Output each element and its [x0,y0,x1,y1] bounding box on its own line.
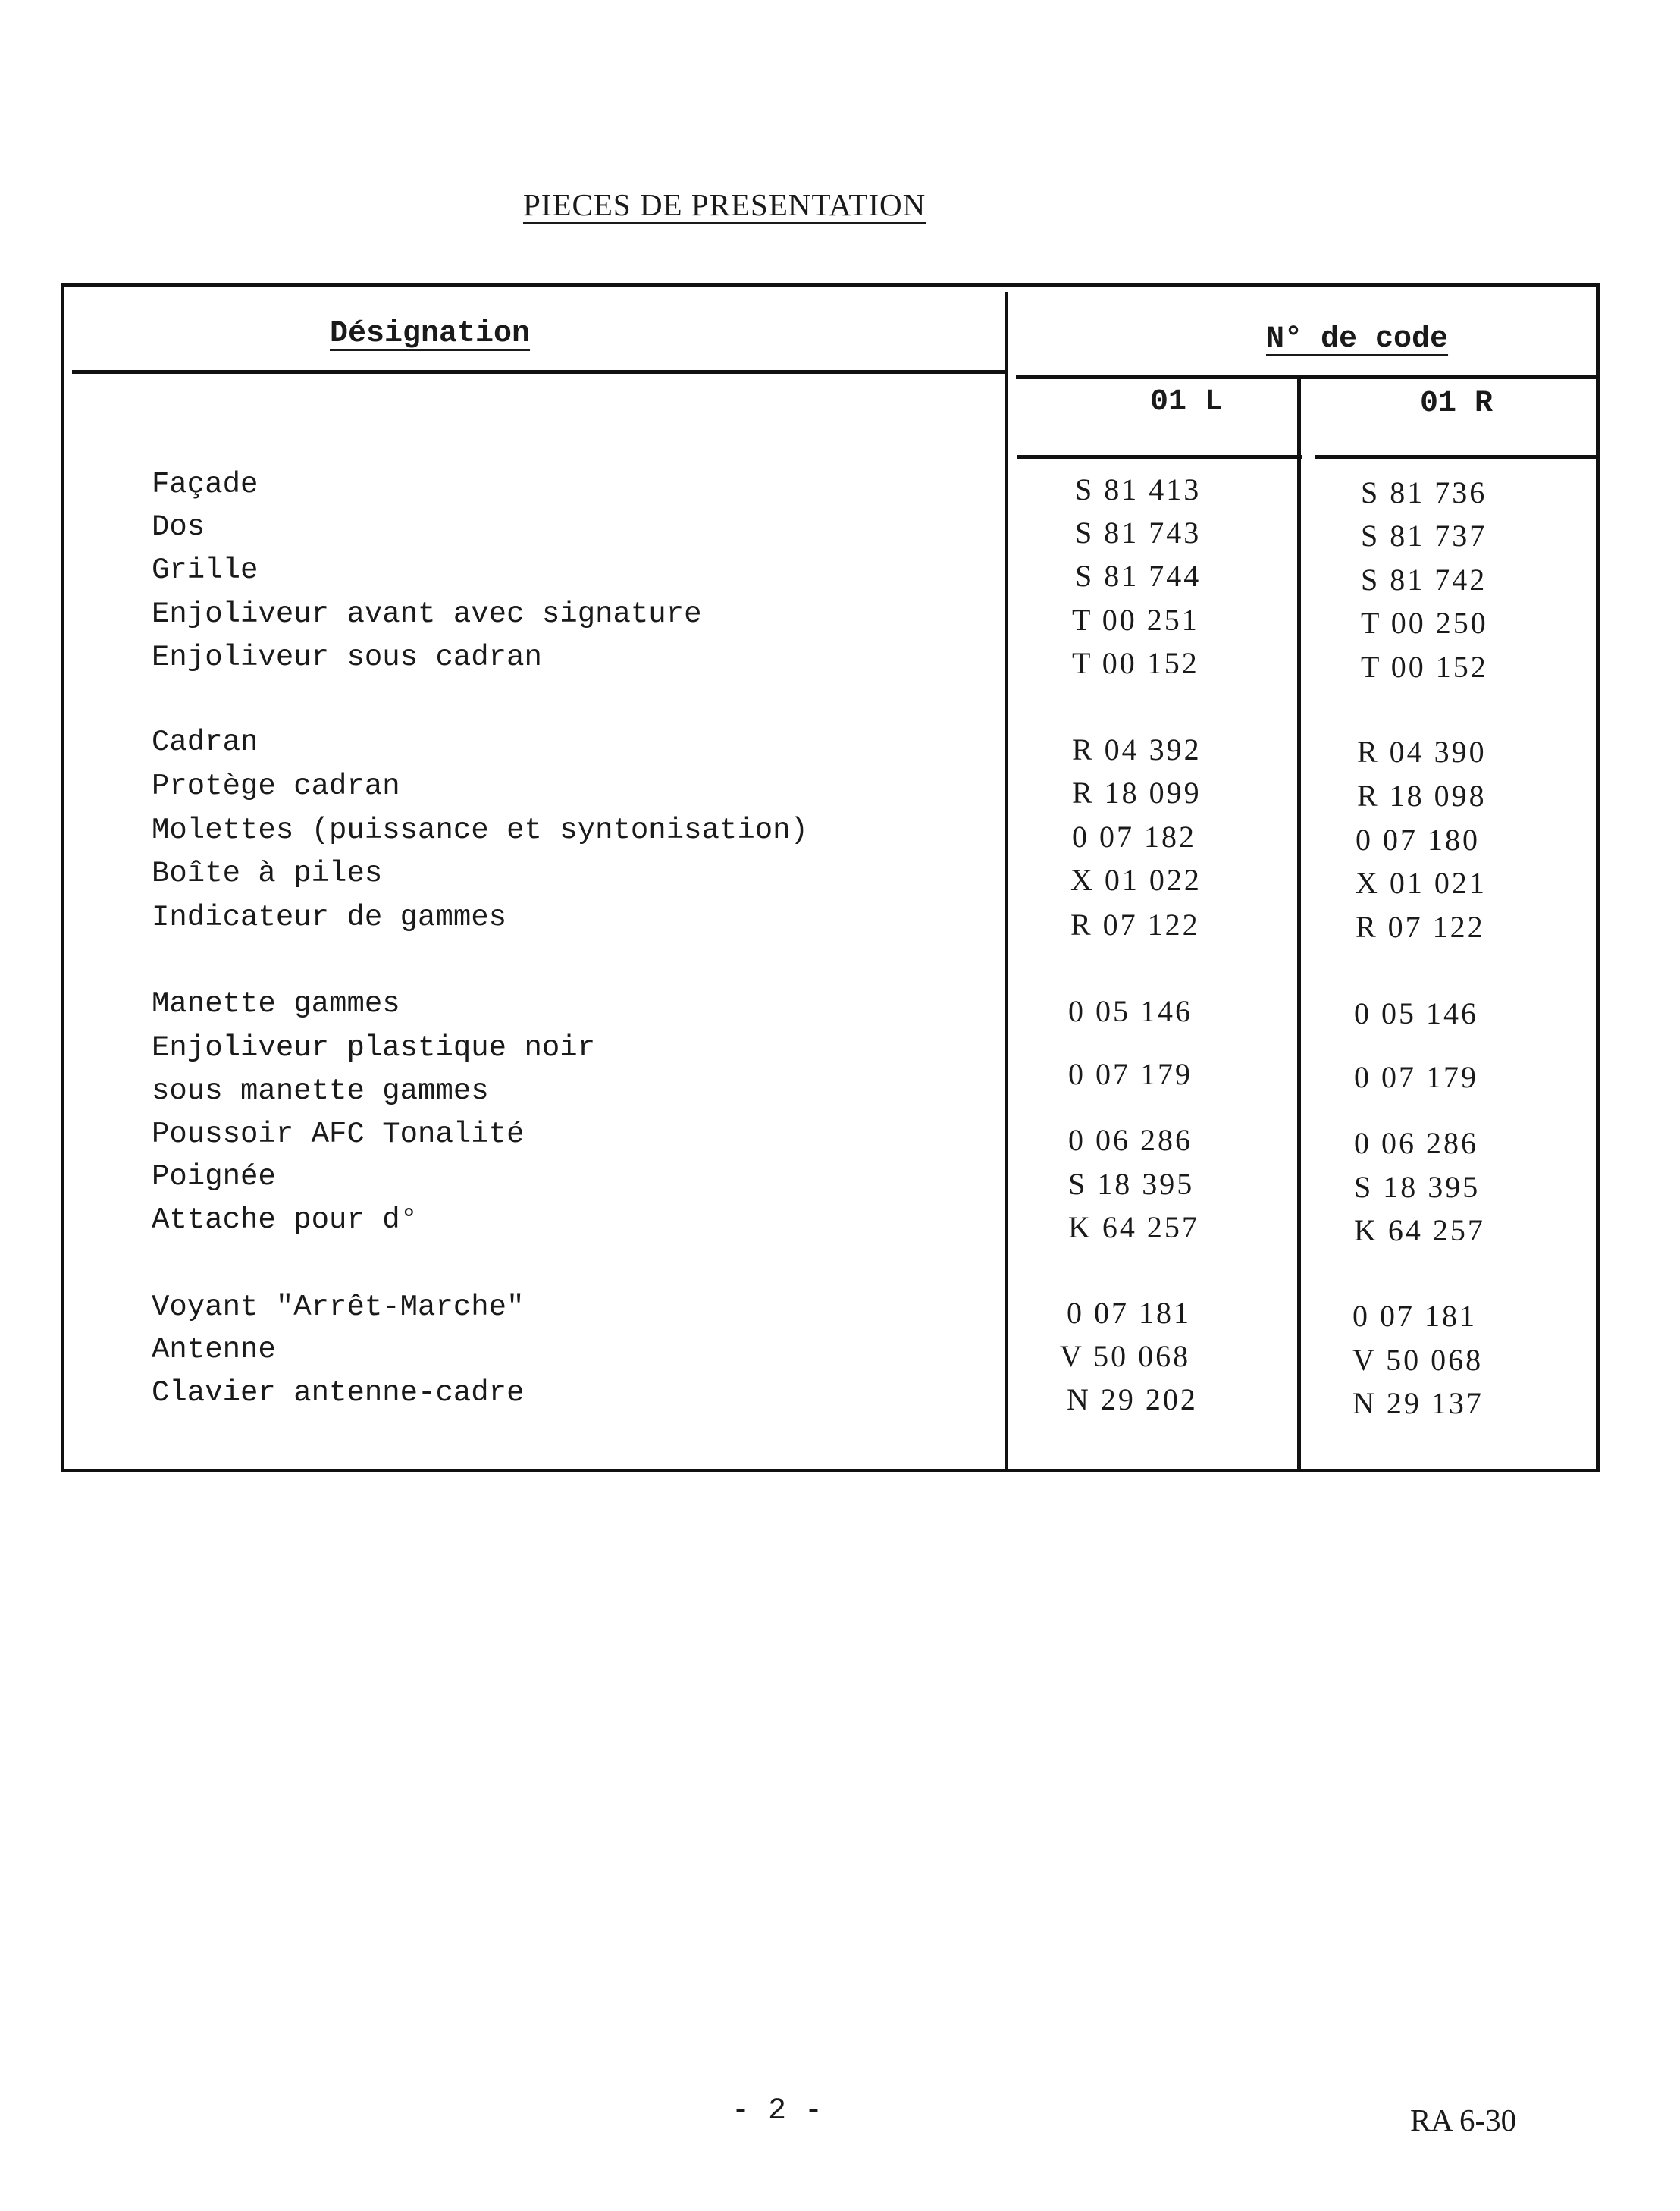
document-reference: RA 6-30 [1410,2103,1517,2137]
row-designation: Enjoliveur avant avec signature [152,597,702,631]
code-01r: S 81 737 [1361,519,1487,553]
row-designation: Enjoliveur plastique noir [152,1031,596,1065]
code-01l: S 81 744 [1075,559,1202,593]
code-01l: S 81 743 [1075,516,1202,550]
row-designation: Clavier antenne-cadre [152,1376,525,1410]
code-01l: T 00 251 [1072,603,1199,637]
row-designation: Dos [152,510,205,544]
row-designation: Poignée [152,1160,276,1193]
header-rule [1315,455,1597,459]
page-number: - 2 - [732,2094,823,2128]
code-01l: S 18 395 [1068,1167,1195,1201]
row-designation: Antenne [152,1333,276,1366]
code-01l: 0 07 182 [1072,820,1196,854]
row-designation: Manette gammes [152,987,400,1021]
row-designation: Boîte à piles [152,857,383,890]
code-01r: 0 07 180 [1356,823,1480,857]
page-title: PIECES DE PRESENTATION [523,187,926,222]
header-01r: 01 R [1420,387,1494,421]
code-01r: V 50 068 [1352,1343,1484,1377]
code-01r: R 18 098 [1357,779,1487,813]
header-rule [1016,375,1596,379]
code-01l: X 01 022 [1070,863,1202,897]
header-01l: 01 L [1150,385,1224,419]
code-01r: S 81 742 [1361,563,1487,597]
column-divider [1297,379,1301,1471]
code-01r: T 00 250 [1361,606,1488,640]
code-01l: V 50 068 [1060,1339,1191,1373]
code-01l: R 04 392 [1072,732,1202,767]
code-01l: 0 07 179 [1068,1057,1193,1091]
code-01r: S 18 395 [1354,1170,1481,1204]
row-designation: Voyant "Arrêt-Marche" [152,1291,525,1324]
code-01r: R 07 122 [1356,910,1485,944]
code-01l: R 07 122 [1070,908,1200,942]
code-01l: N 29 202 [1067,1382,1198,1416]
column-divider [1005,292,1008,1471]
code-01l: S 81 413 [1075,472,1202,506]
row-designation: Grille [152,554,259,587]
code-01r: X 01 021 [1356,866,1487,900]
row-designation: Protège cadran [152,770,400,803]
code-01l: T 00 152 [1072,646,1199,680]
code-01r: S 81 736 [1361,475,1487,510]
code-01r: T 00 152 [1361,650,1488,684]
code-01r: 0 07 179 [1354,1060,1478,1094]
code-01r: 0 05 146 [1354,996,1478,1030]
header-rule [1017,455,1302,459]
code-01l: 0 06 286 [1068,1123,1193,1157]
header-designation: Désignation [330,317,531,351]
code-01r: K 64 257 [1354,1213,1485,1247]
code-01r: R 04 390 [1357,735,1487,769]
row-designation-line2: sous manette gammes [152,1074,489,1108]
header-code: N° de code [1266,322,1449,356]
row-designation: Indicateur de gammes [152,901,507,934]
code-01r: 0 07 181 [1352,1299,1477,1333]
header-rule [72,370,1006,374]
code-01l: R 18 099 [1072,776,1202,810]
code-01r: N 29 137 [1352,1386,1484,1420]
row-designation: Enjoliveur sous cadran [152,641,542,674]
row-designation: Poussoir AFC Tonalité [152,1118,525,1151]
row-designation: Façade [152,468,259,501]
code-01l: K 64 257 [1068,1210,1199,1244]
code-01l: 0 05 146 [1068,994,1193,1028]
row-designation: Attache pour d° [152,1203,418,1237]
code-01l: 0 07 181 [1067,1296,1191,1330]
row-designation: Cadran [152,726,259,759]
row-designation: Molettes (puissance et syntonisation) [152,814,808,847]
code-01r: 0 06 286 [1354,1126,1478,1160]
